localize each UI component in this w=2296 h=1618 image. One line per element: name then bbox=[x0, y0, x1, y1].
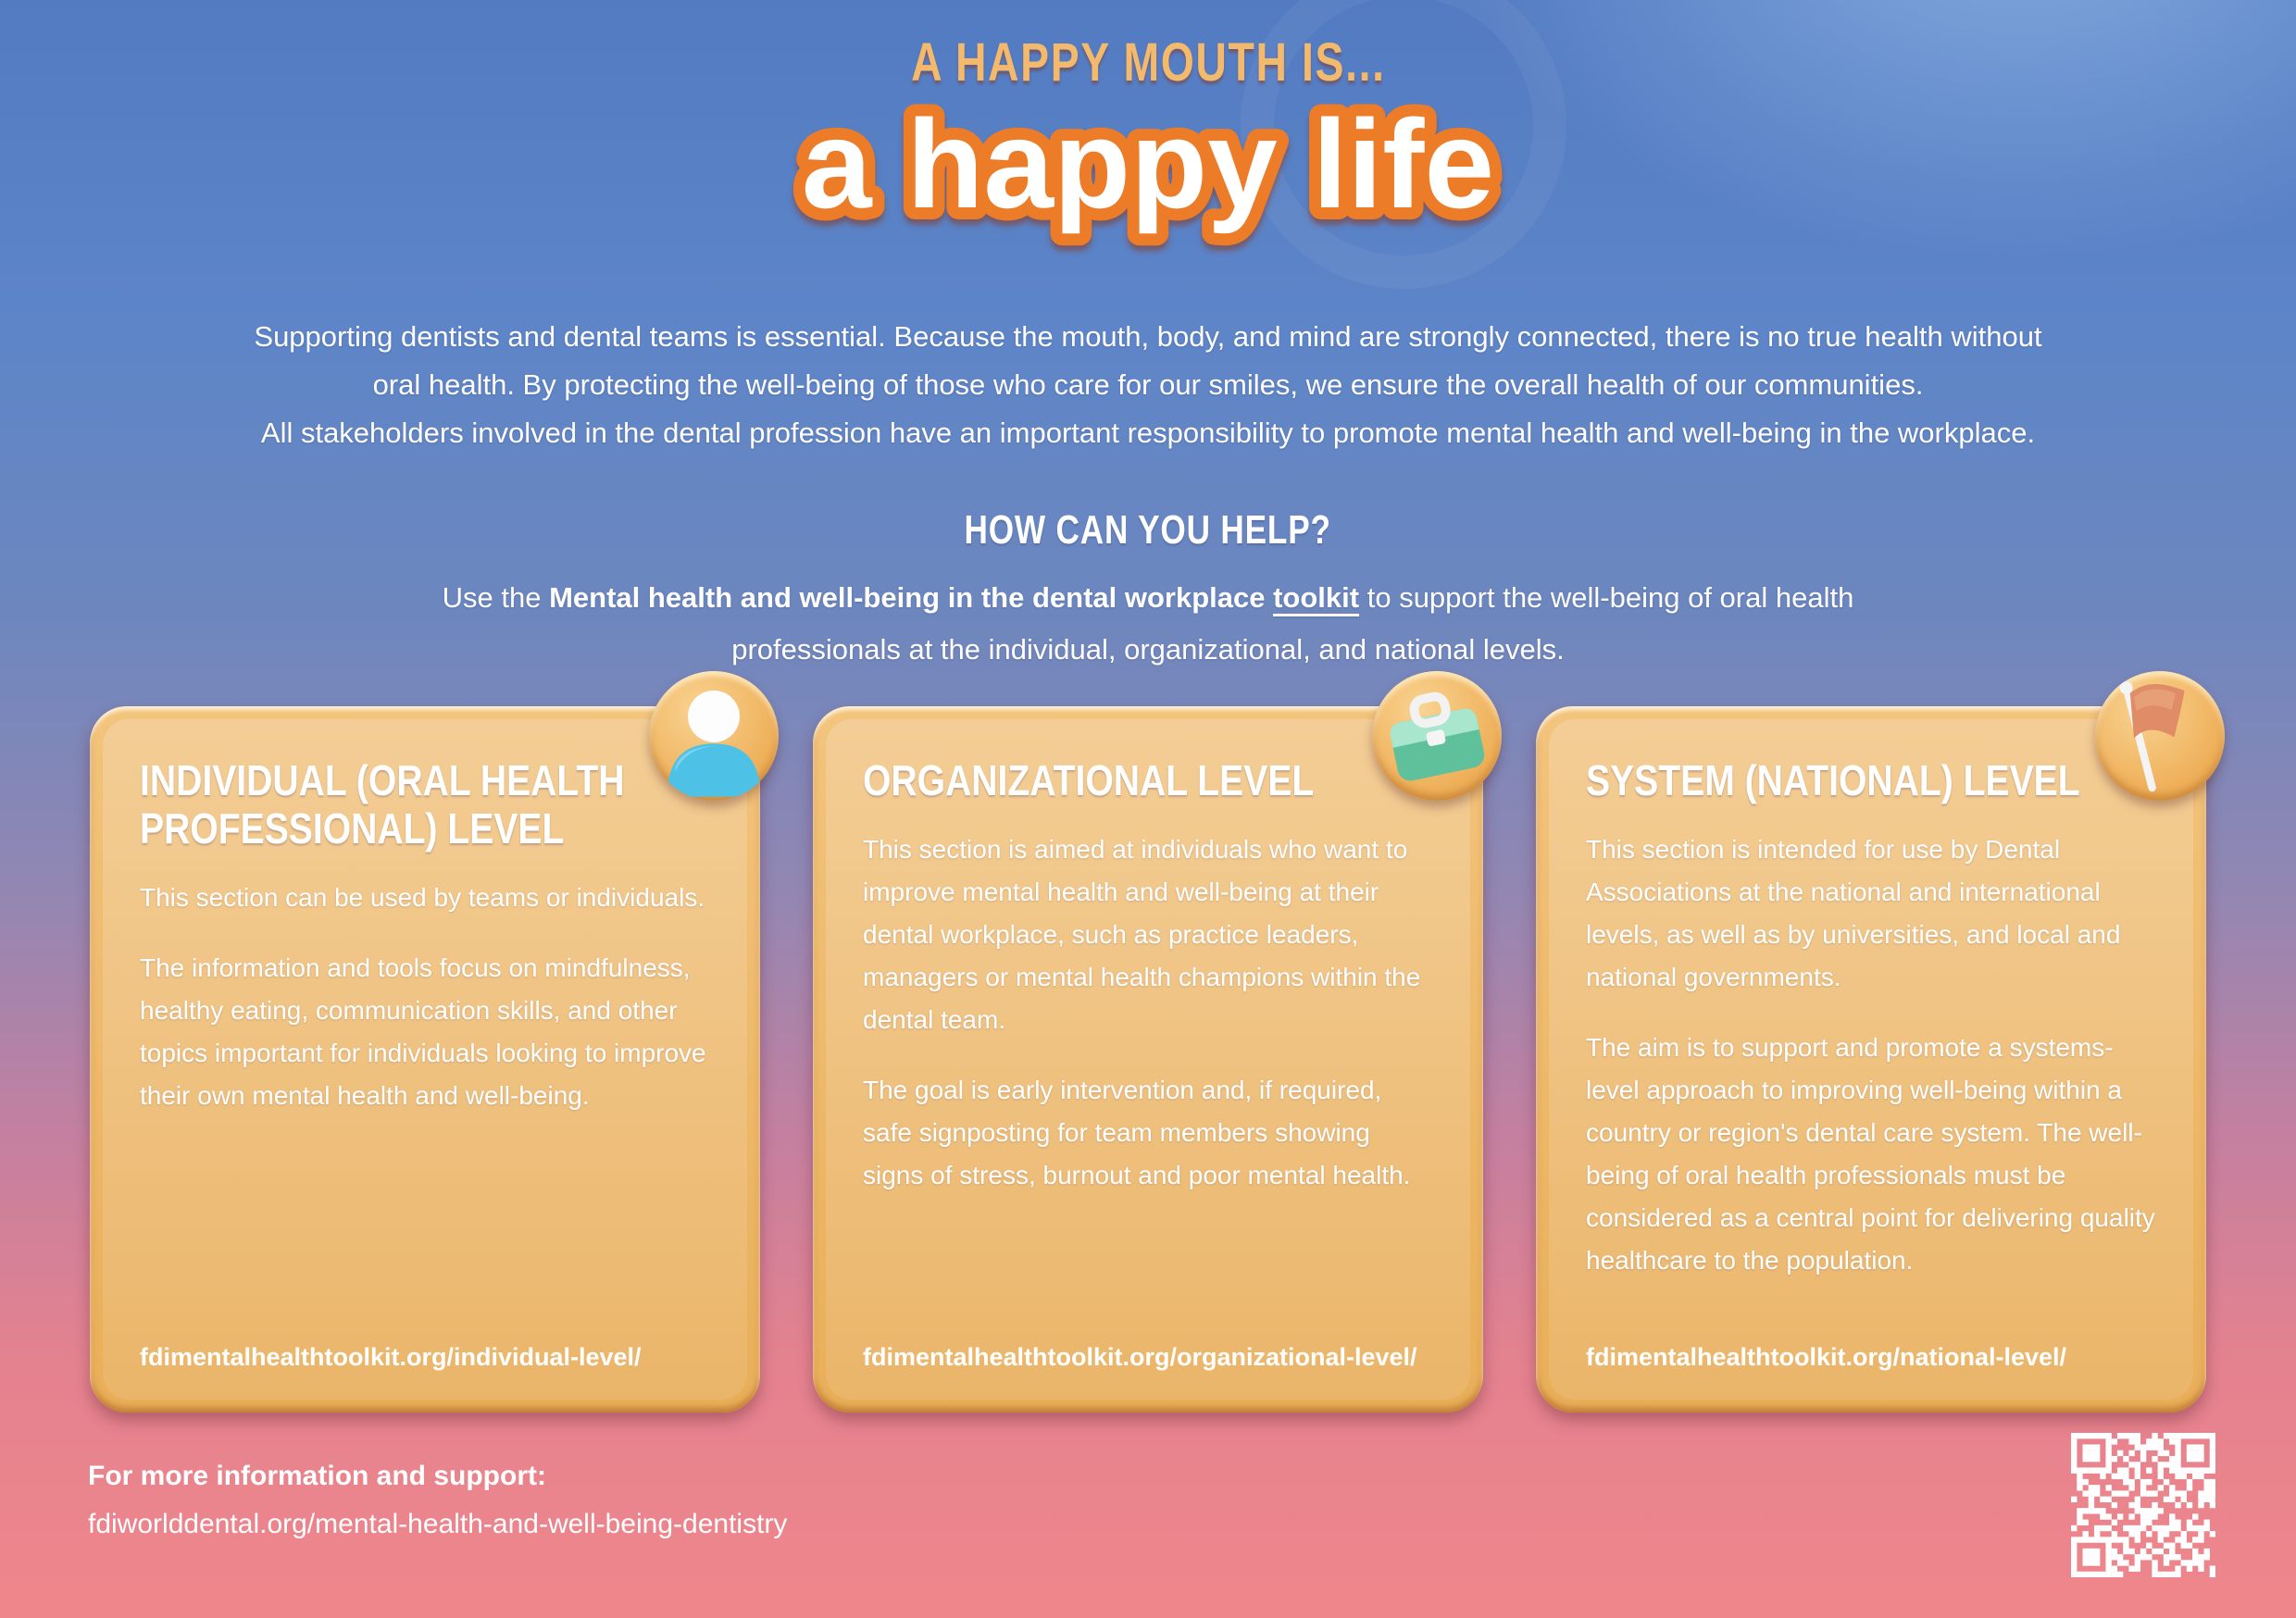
footer bbox=[88, 1461, 787, 1540]
help-text bbox=[0, 572, 2296, 676]
card-title: SYSTEM (NATIONAL) LEVEL bbox=[1586, 756, 2080, 804]
card-paragraph: This section can be used by teams or individuals. bbox=[140, 883, 705, 912]
card-body bbox=[103, 719, 747, 1400]
logo bbox=[0, 80, 2296, 251]
card-paragraph: The aim is to support and promote a systems-level approach to improving well-being within a country or region's dental care system. The well-being of oral health professionals must be considered as a central point for delivering quality healthcare to the population. bbox=[1586, 1033, 2155, 1275]
cards-row bbox=[90, 706, 2206, 1413]
card-link-organizational[interactable]: fdimentalhealthtoolkit.org/organizational-level/ bbox=[863, 1343, 1417, 1371]
flag-icon bbox=[2095, 671, 2225, 801]
card-paragraph: The goal is early intervention and, if required, safe signposting for team members showing signs of stress, burnout and poor mental health. bbox=[863, 1076, 1411, 1189]
card-title: ORGANIZATIONAL LEVEL bbox=[863, 756, 1315, 804]
person-icon bbox=[649, 671, 779, 801]
kicker-text: A HAPPY MOUTH IS... bbox=[910, 32, 1386, 93]
card-link-individual[interactable]: fdimentalhealthtoolkit.org/individual-level/ bbox=[140, 1343, 642, 1371]
card-organizational-level bbox=[813, 706, 1483, 1413]
intro-line: Supporting dentists and dental teams is essential. Because the mouth, body, and mind are strongly connected, there is no true health without bbox=[254, 320, 2042, 353]
card-link-national[interactable]: fdimentalhealthtoolkit.org/national-level/ bbox=[1586, 1343, 2067, 1371]
help-text-bold: Mental health and well-being in the dental workplace bbox=[549, 581, 1274, 614]
help-text-post: to support the well-being of oral health bbox=[1359, 581, 1854, 614]
card-paragraph: The information and tools focus on mindfulness, healthy eating, communication skills, and other topics important for individuals looking to improve their own mental health and well-being. bbox=[140, 953, 706, 1110]
card-body bbox=[1549, 719, 2193, 1400]
footer-label: For more information and support: bbox=[88, 1461, 546, 1491]
card-individual-level bbox=[90, 706, 760, 1413]
card-body bbox=[826, 719, 1470, 1400]
card-title: INDIVIDUAL (ORAL HEALTH PROFESSIONAL) LEVEL bbox=[140, 756, 625, 853]
footer-link[interactable]: fdiworlddental.org/mental-health-and-well-being-dentistry bbox=[88, 1509, 788, 1539]
card-paragraph: This section is intended for use by Dental Associations at the national and international levels, as well as by universities, and local and national governments. bbox=[1586, 835, 2121, 991]
help-text-pre: Use the bbox=[442, 581, 550, 614]
briefcase-icon bbox=[1372, 671, 1502, 801]
intro-paragraph bbox=[0, 313, 2296, 457]
card-system-level bbox=[1536, 706, 2206, 1413]
intro-line: All stakeholders involved in the dental profession have an important responsibility to promote mental health and well-being in the workplace. bbox=[260, 417, 2036, 449]
help-text-line2: professionals at the individual, organizational, and national levels. bbox=[731, 633, 1565, 666]
card-paragraph: This section is aimed at individuals who want to improve mental health and well-being at their dental workplace, such as practice leaders, managers or mental health champions within the dental team. bbox=[863, 835, 1421, 1034]
intro-line: oral health. By protecting the well-being of those who care for our smiles, we ensure the overall health of our communities. bbox=[372, 368, 1924, 401]
logo-text: a happy life bbox=[801, 93, 1495, 234]
qr-code bbox=[2071, 1433, 2215, 1577]
toolkit-link[interactable]: toolkit bbox=[1273, 581, 1360, 614]
help-title-text: HOW CAN YOU HELP? bbox=[964, 507, 1332, 553]
help-title bbox=[0, 507, 2296, 554]
